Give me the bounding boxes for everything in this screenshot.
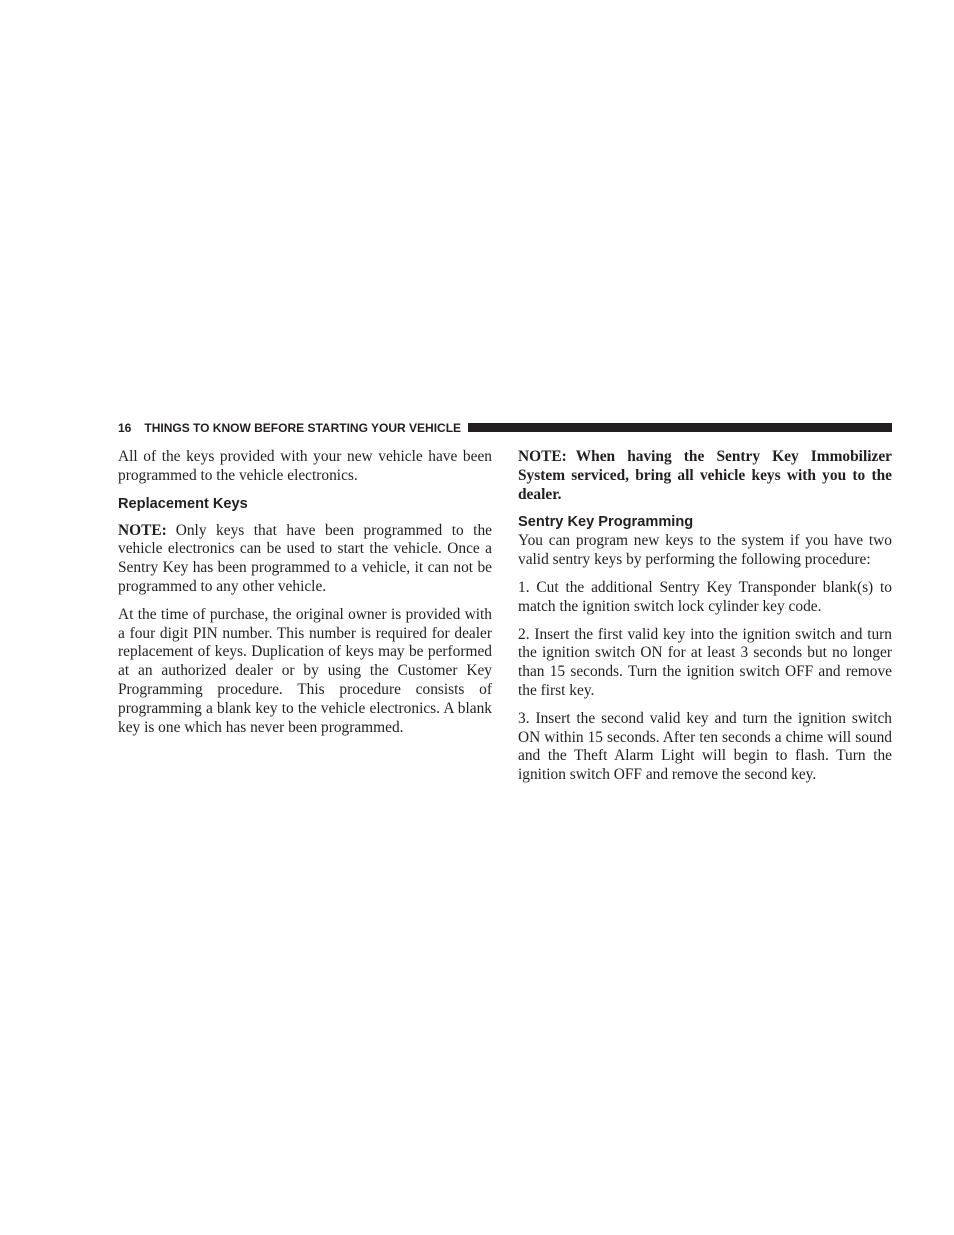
page-header xyxy=(118,419,892,436)
note-text: When having the Sentry Key Immobilizer System serviced, bring all vehicle keys with you to the dealer. xyxy=(518,448,892,503)
note-text: Only keys that have been programmed to the vehicle electronics can be used to start the vehicle. Once a Sentry Key has been programmed to a vehicle, it can not be programmed to any other vehicle. xyxy=(118,521,492,595)
immobilizer-note xyxy=(518,448,892,504)
note-label: NOTE: xyxy=(118,521,167,539)
header-rule xyxy=(468,423,892,432)
sentry-key-programming-heading: Sentry Key Programming xyxy=(518,514,694,531)
left-column xyxy=(118,448,492,746)
note-label: NOTE: xyxy=(518,448,567,465)
right-column xyxy=(518,448,892,794)
intro-paragraph: All of the keys provided with your new vehicle have been programmed to the vehicle electronics. xyxy=(118,448,492,484)
step-3: 3. Insert the second valid key and turn the ignition switch ON within 15 seconds. After ten seconds a chime will sound and the Theft Alarm Light will begin to flash. Turn the ignition switch OFF and remove the second key. xyxy=(518,709,892,784)
step-1: 1. Cut the additional Sentry Key Transponder blank(s) to match the ignition switch lock cylinder key code. xyxy=(518,578,892,615)
replacement-keys-heading: Replacement Keys xyxy=(118,495,248,512)
replacement-note xyxy=(118,522,492,597)
section-title: THINGS TO KNOW BEFORE STARTING YOUR VEHICLE xyxy=(144,420,462,435)
purchase-paragraph: At the time of purchase, the original owner is provided with a four digit PIN number. This number is required for dealer replacement of keys. Duplication of keys may be performed at an authorized dealer or by using the Customer Key Programming procedure. This procedure consists of programming a blank key to the vehicle electronics. A blank key is one which has never been programmed. xyxy=(118,605,492,736)
step-2: 2. Insert the first valid key into the ignition switch and turn the ignition switch ON for at least 3 seconds but no longer than 15 seconds. Turn the ignition switch OFF and remove the first key. xyxy=(518,625,892,699)
page-number: 16 xyxy=(118,420,132,435)
programming-intro: You can program new keys to the system if you have two valid sentry keys by performing the following procedure: xyxy=(518,532,892,569)
